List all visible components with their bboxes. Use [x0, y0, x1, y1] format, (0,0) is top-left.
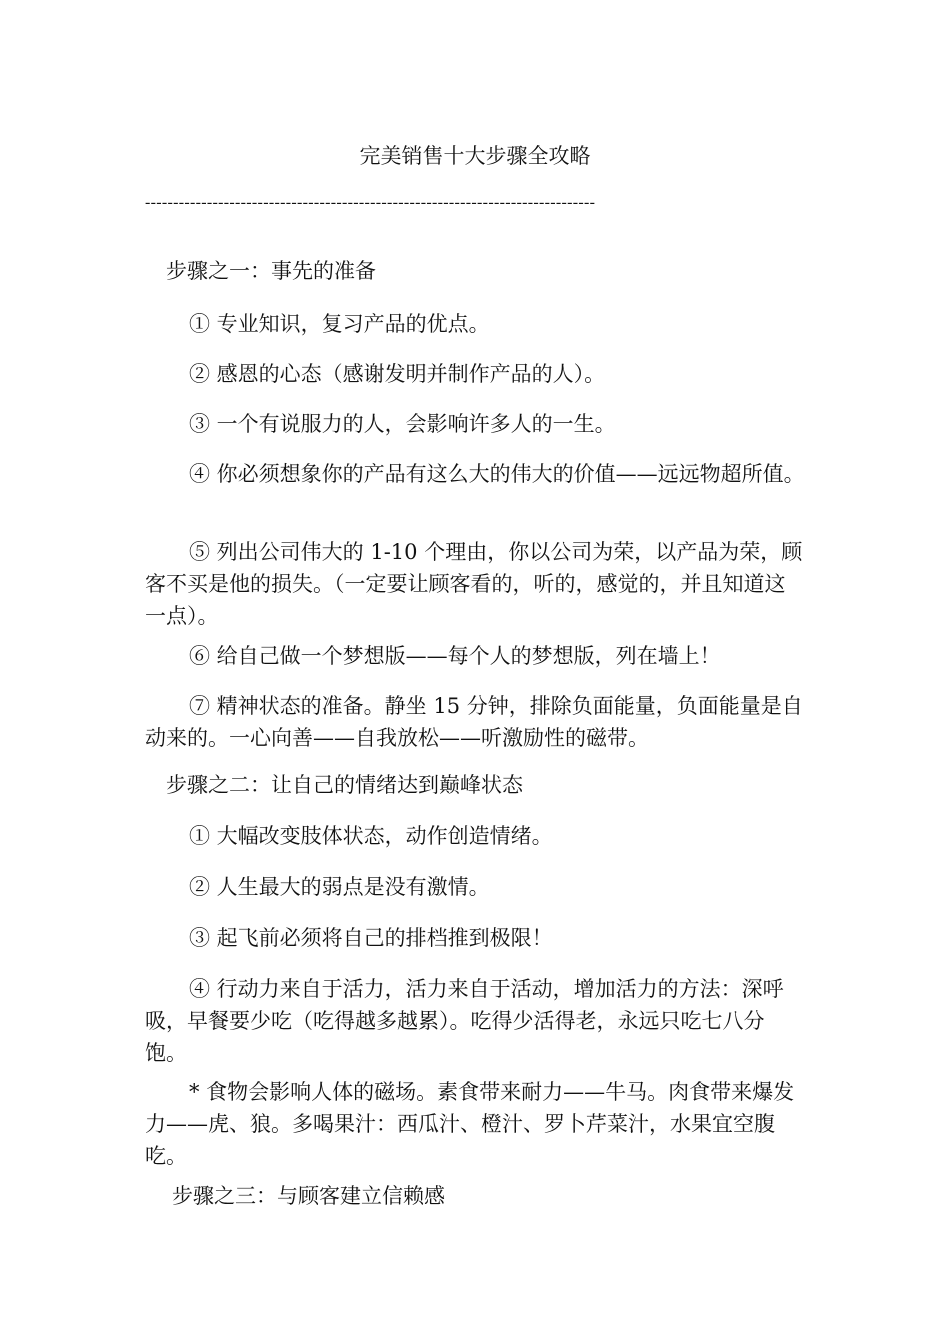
separator-line: --------------------------------------------------------------------------------: [145, 194, 596, 211]
paragraph: ③ 起飞前必须将自己的排档推到极限！: [189, 926, 553, 950]
paragraph: ② 感恩的心态（感谢发明并制作产品的人）。: [189, 362, 606, 386]
paragraph: ④ 你必须想象你的产品有这么大的伟大的价值——远远物超所值。: [189, 462, 805, 486]
paragraph: ② 人生最大的弱点是没有激情。: [189, 875, 490, 899]
section-heading-3: 步骤之三：与顾客建立信赖感: [172, 1184, 445, 1208]
section-heading-1: 步骤之一：事先的准备: [166, 259, 376, 283]
paragraph: ⑤ 列出公司伟大的 1-10 个理由，你以公司为荣，以产品为荣，顾客不买是他的损失。（一定要让顾客看的，听的，感觉的，并且知道这一点）。: [145, 540, 803, 628]
paragraph: * 食物会影响人体的磁场。素食带来耐力——牛马。肉食带来爆发力——虎、狼。多喝果汁：西瓜汁、橙汁、罗卜芹菜汁，水果宜空腹吃。: [145, 1080, 795, 1168]
paragraph: ③ 一个有说服力的人，会影响许多人的一生。: [189, 412, 616, 436]
paragraph: ① 大幅改变肢体状态，动作创造情绪。: [189, 824, 553, 848]
paragraph: ④ 行动力来自于活力，活力来自于活动，增加活力的方法：深呼吸，早餐要少吃（吃得越多越累）。吃得少活得老，永远只吃七八分饱。: [145, 977, 784, 1065]
paragraph: ⑦ 精神状态的准备。静坐 15 分钟，排除负面能量，负面能量是自动来的。一心向善——自我放松——听激励性的磁带。: [145, 694, 803, 750]
document-title: 完美销售十大步骤全攻略: [359, 144, 591, 168]
paragraph: ⑥ 给自己做一个梦想版——每个人的梦想版，列在墙上！: [189, 644, 721, 668]
paragraph: ① 专业知识，复习产品的优点。: [189, 312, 490, 336]
section-heading-2: 步骤之二：让自己的情绪达到巅峰状态: [166, 773, 523, 797]
